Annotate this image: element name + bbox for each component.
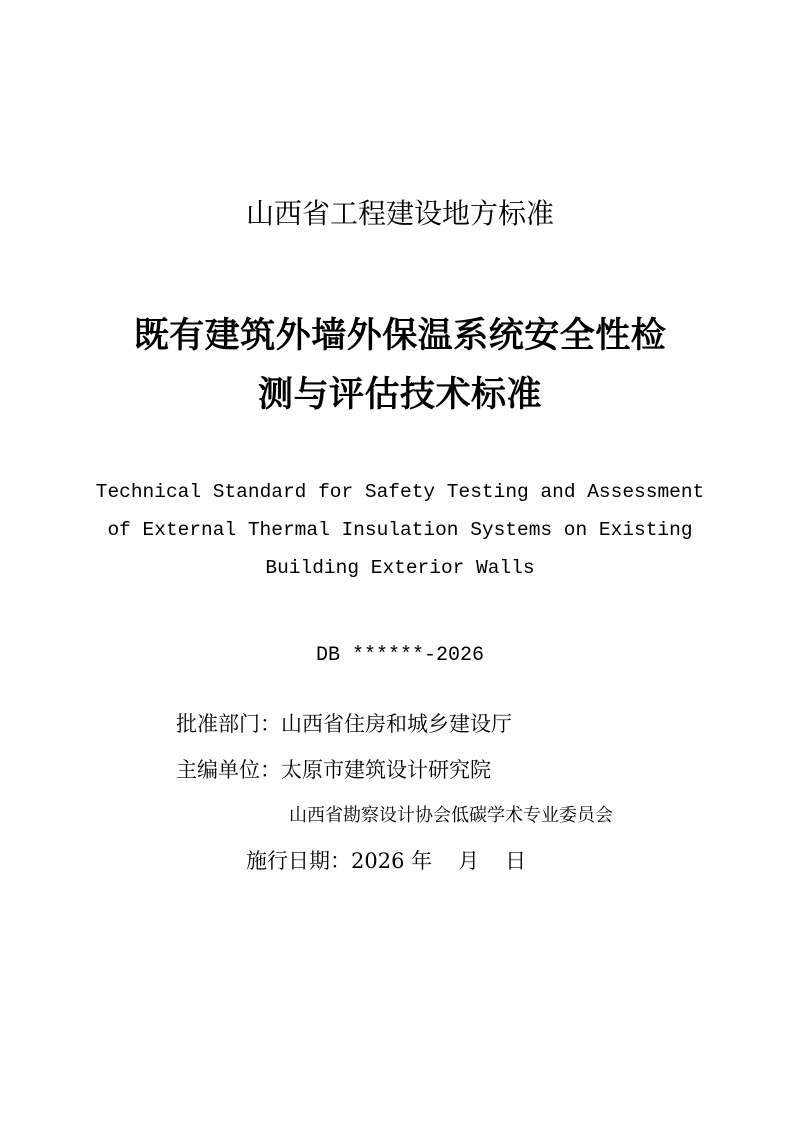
effective-date-month: 月 (458, 849, 480, 873)
english-title-line-2: of External Thermal Insulation Systems on Existing (107, 519, 693, 541)
approval-department (176, 708, 512, 740)
approval-value: 山西省住房和城乡建设厅 (281, 712, 512, 736)
english-title-line-3: Building Exterior Walls (265, 557, 535, 579)
standard-code: DB ******-2026 (315, 644, 485, 667)
series-title: 山西省工程建设地方标准 (245, 197, 554, 230)
effective-date (246, 845, 526, 877)
chief-editor-label: 主编单位： (176, 758, 281, 782)
chief-editor-value: 太原市建筑设计研究院 (281, 758, 491, 782)
effective-date-day: 日 (505, 849, 527, 873)
chief-editor-unit (176, 754, 491, 786)
effective-date-label: 施行日期： (246, 849, 351, 873)
english-title-line-1: Technical Standard for Safety Testing and Assessment (95, 481, 705, 503)
main-title-line-1: 既有建筑外墙外保温系统安全性检 (133, 316, 667, 356)
approval-label: 批准部门： (176, 712, 281, 736)
effective-date-year: 2026 年 (351, 849, 433, 873)
main-title-line-2: 测与评估技术标准 (257, 375, 542, 415)
co-editor-unit: 山西省勘察设计协会低碳学术专业委员会 (289, 805, 613, 826)
